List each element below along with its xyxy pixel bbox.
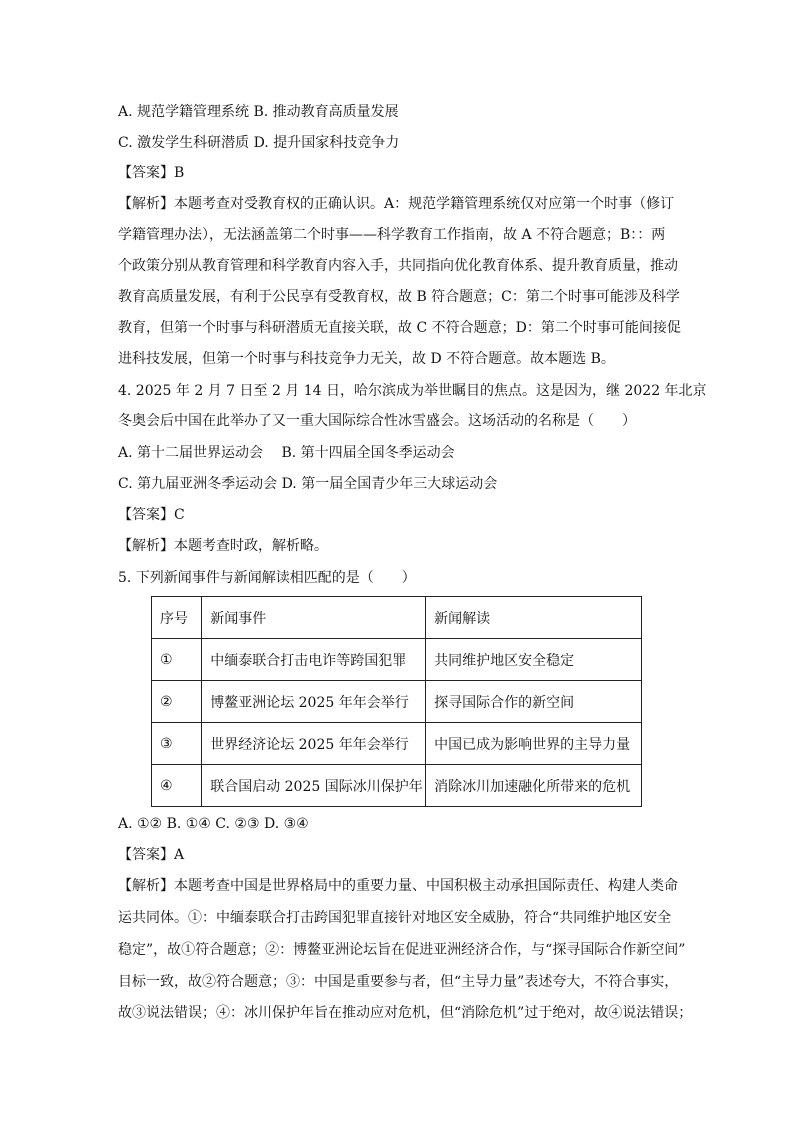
q3-analysis-line: 教育，但第一个时事与科研潜质无直接关联，故 C 不符合题意；D：第二个时事可能间接促 (118, 320, 681, 336)
q5-stem: 5. 下列新闻事件与新闻解读相匹配的是（ ） (118, 570, 416, 586)
q4-options-cd: C. 第九届亚洲冬季运动会 D. 第一届全国青少年三大球运动会 (118, 476, 498, 492)
q5-analysis-line: 运共同体。①：中缅泰联合打击跨国犯罪直接针对地区安全威胁，符合“共同维护地区安全 (118, 910, 672, 926)
q5-options: A. ①② B. ①④ C. ②③ D. ③④ (118, 816, 309, 832)
q3-options-cd: C. 激发学生科研潜质 D. 提升国家科技竞争力 (118, 135, 400, 151)
table-cell: ① (152, 639, 202, 681)
table-cell: ② (152, 681, 202, 723)
table-header-row (152, 597, 642, 639)
answer-value: A (174, 847, 185, 863)
q4-stem-line: 冬奥会后中国在此举办了又一重大国际综合性冰雪盛会。这场活动的名称是（ ） (118, 413, 636, 429)
table-row (152, 681, 642, 723)
table-cell: 中国已成为影响世界的主导力量 (426, 723, 642, 765)
q3-options-ab: A. 规范学籍管理系统 B. 推动教育高质量发展 (118, 104, 399, 120)
table-cell: ④ (152, 765, 202, 807)
table-cell: 联合国启动 2025 国际冰川保护年 (202, 765, 426, 807)
analysis-tag: 【解析】 (118, 878, 174, 894)
q3-analysis-line: 教育高质量发展，有利于公民享有受教育权，故 B 符合题意；C：第二个时事可能涉及科学 (118, 289, 680, 305)
table-cell: 共同维护地区安全稳定 (426, 639, 642, 681)
q4-analysis: 【解析】本题考查时政，解析略。 (118, 538, 328, 554)
table-header-cell: 序号 (152, 597, 202, 639)
q3-answer (118, 163, 688, 183)
answer-tag: 【答案】 (118, 165, 174, 181)
table-cell: 消除冰川加速融化所带来的危机 (426, 765, 642, 807)
table-cell: 世界经济论坛 2025 年年会举行 (202, 723, 426, 765)
answer-value: C (174, 507, 185, 523)
news-table (151, 596, 642, 807)
table-row (152, 765, 642, 807)
table-cell: 中缅泰联合打击电诈等跨国犯罪 (202, 639, 426, 681)
q4-answer (118, 505, 688, 525)
q4-options-ab: A. 第十二届世界运动会 B. 第十四届全国冬季运动会 (118, 445, 455, 461)
q5-answer (118, 845, 688, 865)
table-header-cell: 新闻解读 (426, 597, 642, 639)
q5-analysis-line: 【解析】本题考查中国是世界格局中的重要力量、中国积极主动承担国际责任、构建人类命 (118, 878, 678, 894)
q5-analysis-line: 稳定”，故①符合题意；②：博鳌亚洲论坛旨在促进亚洲经济合作，与“探寻国际合作新空间” (118, 942, 686, 958)
answer-tag: 【答案】 (118, 507, 174, 523)
q5-analysis-line: 目标一致，故②符合题意；③：中国是重要参与者，但“主导力量”表述夸大，不符合事实， (118, 974, 679, 990)
analysis-tag: 【解析】 (118, 196, 174, 212)
q4-stem-line: 4. 2025 年 2 月 7 日至 2 月 14 日，哈尔滨成为举世瞩目的焦点。这是因为，继 2022 年北京 (118, 383, 707, 399)
q5-analysis-line: 故③说法错误；④：冰川保护年旨在推动应对危机，但“消除危机”过于绝对，故④说法错误； (118, 1005, 693, 1021)
table-cell: 探寻国际合作的新空间 (426, 681, 642, 723)
analysis-tag: 【解析】 (118, 538, 174, 554)
answer-value: B (174, 165, 185, 181)
q3-analysis-line: 个政策分别从教育管理和科学教育内容入手，共同指向优化教育体系、提升教育质量，推动 (118, 258, 678, 274)
answer-tag: 【答案】 (118, 847, 174, 863)
q3-analysis-line: 【解析】本题考查对受教育权的正确认识。A：规范学籍管理系统仅对应第一个时事（修订 (118, 196, 675, 212)
table-cell: 博鳌亚洲论坛 2025 年年会举行 (202, 681, 426, 723)
table-header-cell: 新闻事件 (202, 597, 426, 639)
q3-analysis-line: 学籍管理办法），无法涵盖第二个时事——科学教育工作指南，故 A 不符合题意；B：：两 (118, 227, 666, 243)
table-row (152, 723, 642, 765)
q3-analysis-line: 进科技发展，但第一个时事与科技竞争力无关，故 D 不符合题意。故本题选 B。 (118, 351, 615, 367)
table-cell: ③ (152, 723, 202, 765)
table-row (152, 639, 642, 681)
